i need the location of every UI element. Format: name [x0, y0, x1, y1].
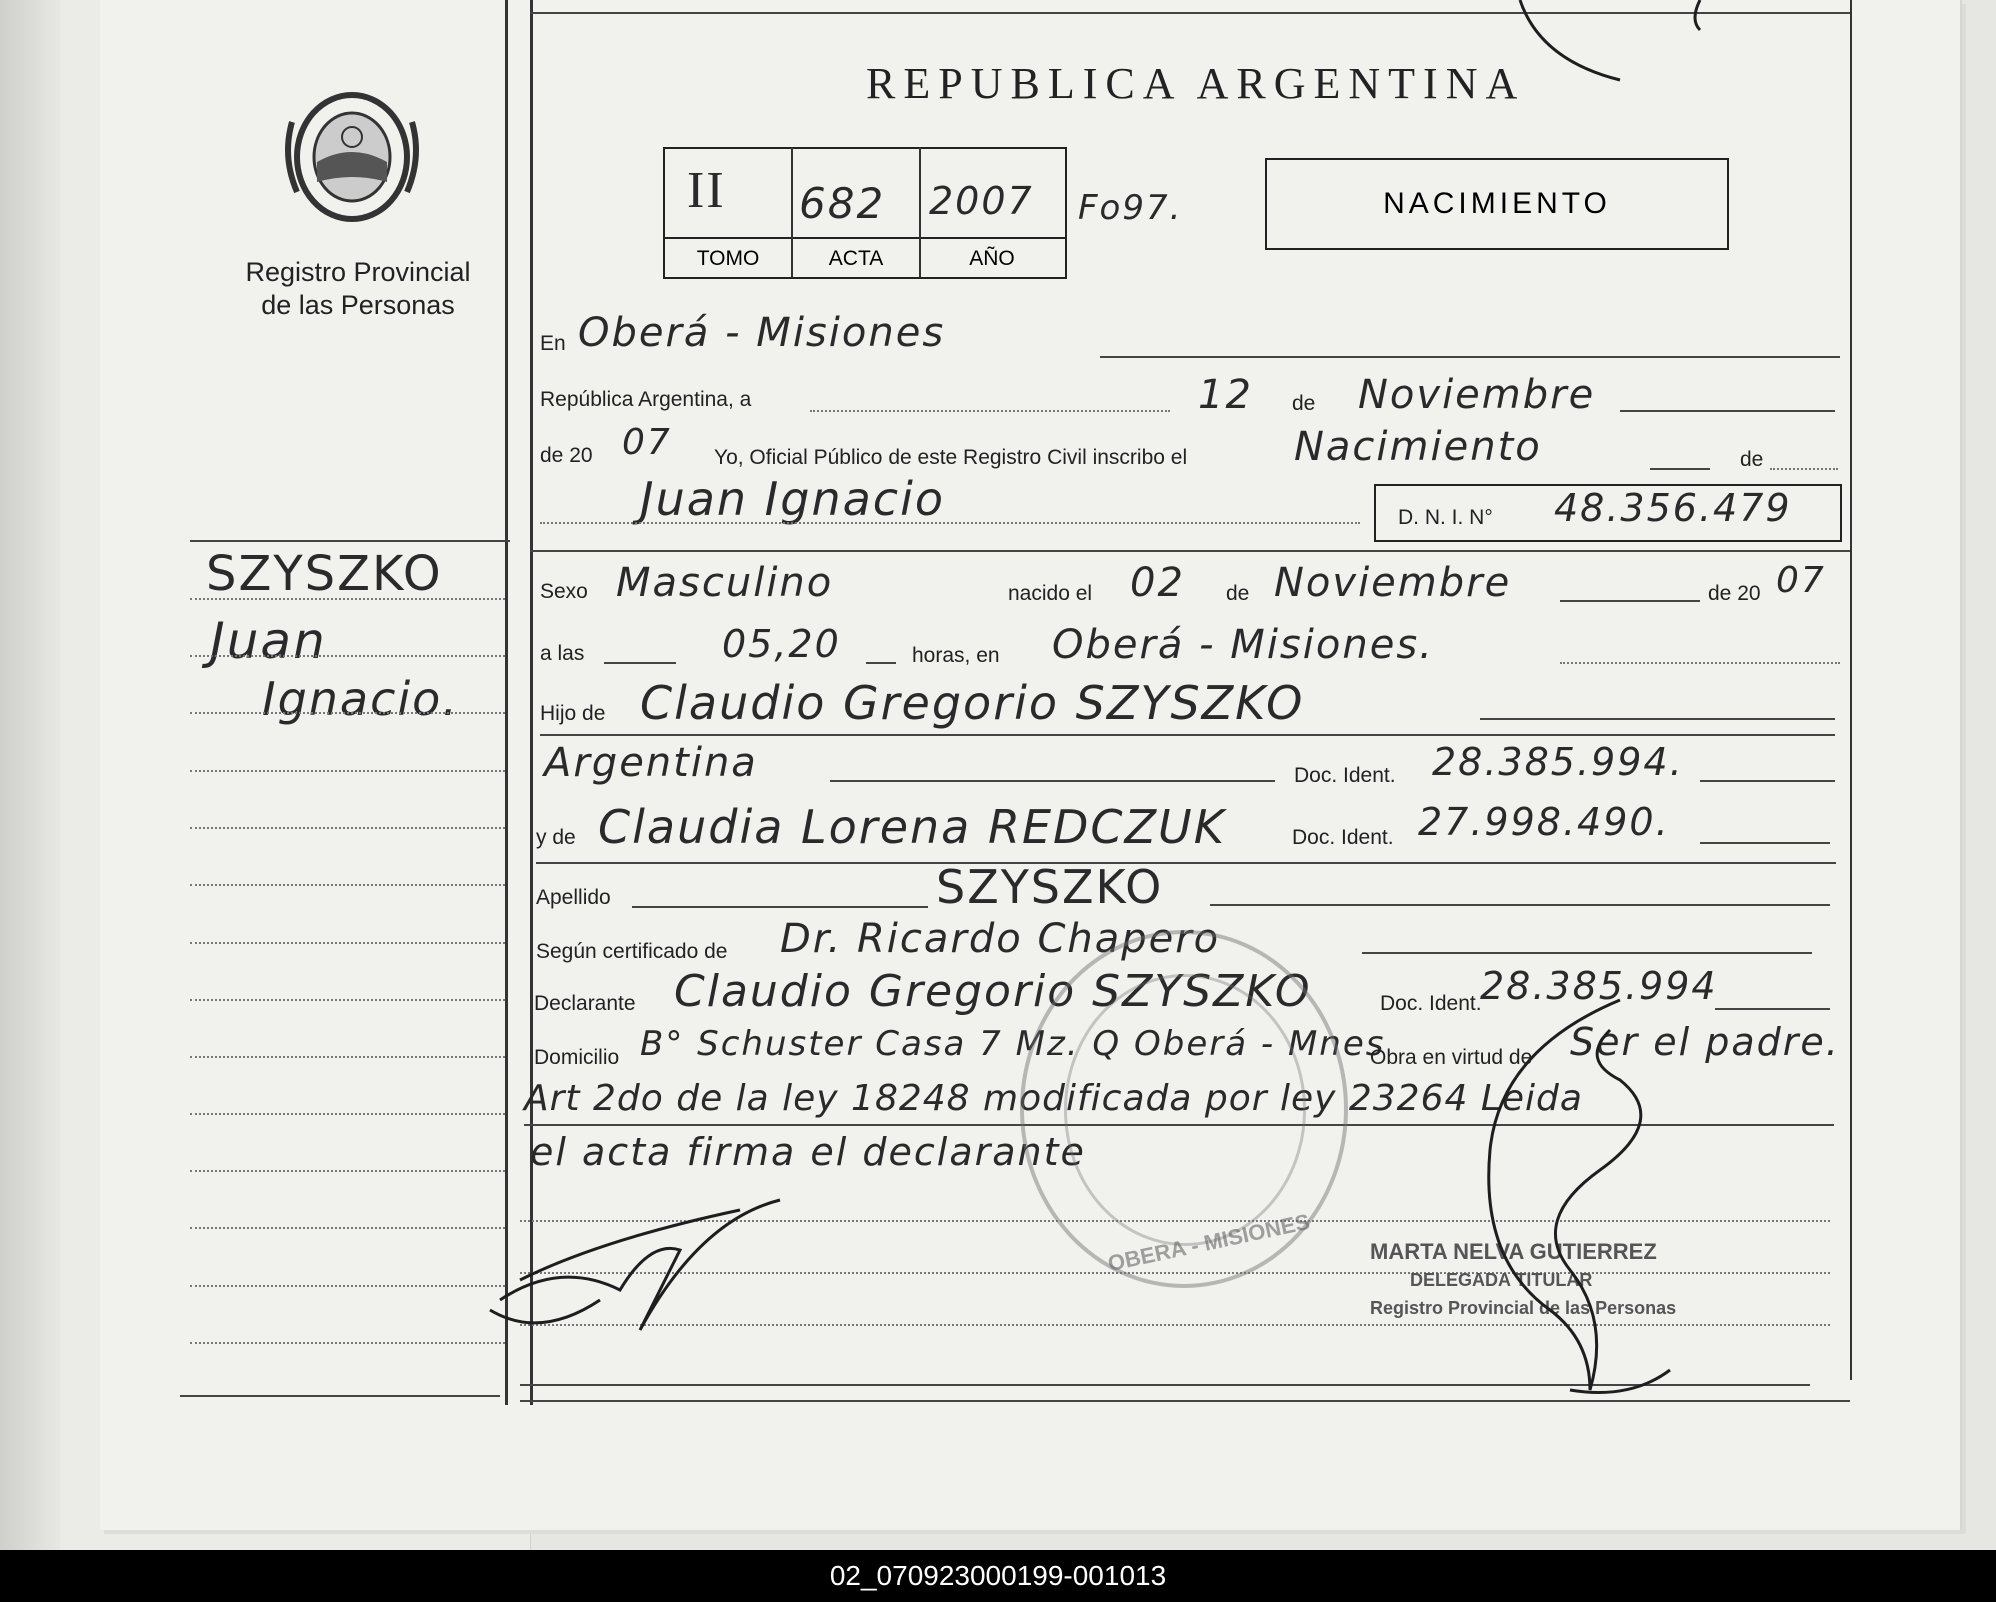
birth-place-value: Oberá - Misiones. [1052, 622, 1434, 668]
acta-box [663, 147, 1067, 279]
anio-label: AÑO [969, 247, 1015, 270]
horas-label: horas, en [912, 644, 1000, 667]
father-value: Claudio Gregorio SZYSZKO [640, 676, 1305, 730]
de20-label: de 20 [540, 444, 593, 467]
mother-doc-value: 27.998.490. [1418, 800, 1670, 844]
time-value: 05,20 [722, 622, 841, 666]
declarante-value: Claudio Gregorio SZYSZKO [674, 966, 1312, 1017]
en-label: En [540, 332, 566, 355]
registry-logo-icon [282, 82, 422, 232]
top-signature-fragment [1500, 0, 1760, 90]
birth-day-value: 02 [1130, 560, 1185, 606]
de-label: de [1292, 392, 1316, 415]
record-type-box: NACIMIENTO [1265, 158, 1729, 250]
doctor-value: Dr. Ricardo Chapero [780, 916, 1221, 962]
virtud-value: Ser el padre. [1570, 1020, 1840, 1064]
hijo-label: Hijo de [540, 702, 606, 725]
folio-value: Fo97. [1078, 188, 1183, 228]
republica-label: República Argentina, a [540, 388, 752, 411]
official-signature [1470, 990, 1700, 1420]
margin-given1: Juan [210, 612, 327, 670]
image-id-footer: 02_070923000199-001013 [0, 1550, 1996, 1602]
segun-label: Según certificado de [536, 940, 728, 963]
yo-label: Yo, Oficial Público de este Registro Civil inscribo el [714, 446, 1188, 469]
dni-box [1374, 484, 1842, 542]
sexo-value: Masculino [616, 560, 834, 606]
acta-value: 682 [799, 179, 886, 228]
nationality-value: Argentina [544, 740, 758, 786]
month-value: Noviembre [1358, 372, 1596, 418]
delegate-title: DELEGADA TITULAR [1410, 1270, 1593, 1290]
margin-surname: SZYSZKO [206, 546, 443, 602]
sexo-label: Sexo [540, 580, 588, 603]
yde-label: y de [536, 826, 576, 849]
extra-line-2: el acta firma el declarante [530, 1130, 1086, 1174]
apellido-label: Apellido [536, 886, 611, 909]
father-doc-value: 28.385.994. [1432, 740, 1684, 784]
de-label-3: de [1226, 582, 1250, 605]
apellido-value: SZYSZKO [936, 860, 1164, 914]
extra-line-1: Art 2do de la ley 18248 modificada por ley 23264 Leida [524, 1078, 1583, 1119]
margin-given2: Ignacio. [262, 672, 459, 726]
birth-month-value: Noviembre [1274, 560, 1512, 606]
declarante-label: Declarante [534, 992, 636, 1015]
official-seal [1020, 930, 1348, 1288]
nacido-label: nacido el [1008, 582, 1093, 605]
seal-text: OBERA - MISIONES [1105, 1208, 1313, 1277]
doc-label-2: Doc. Ident. [1292, 826, 1394, 849]
birth-year-value: 07 [1776, 560, 1826, 601]
country-title: REPUBLICA ARGENTINA [866, 59, 1526, 108]
anio-value: 2007 [929, 179, 1034, 223]
tomo-label: TOMO [696, 247, 760, 270]
registry-name: Registro Provincial de las Personas [245, 257, 471, 320]
declarante-doc-value: 28.385.994 [1480, 964, 1718, 1008]
place-value: Oberá - Misiones [578, 310, 946, 356]
day-value: 12 [1198, 372, 1253, 418]
domicilio-value: B° Schuster Casa 7 Mz. Q Oberá - Mnes [640, 1024, 1386, 1064]
delegate-registry: Registro Provincial de las Personas [1370, 1298, 1677, 1318]
de-label-2: de [1740, 448, 1764, 471]
acta-label: ACTA [828, 247, 884, 270]
doc-label: Doc. Ident. [1294, 764, 1396, 787]
declarant-signature [480, 1180, 820, 1350]
year-value: 07 [622, 422, 672, 463]
name-value: Juan Ignacio [640, 472, 946, 526]
domicilio-label: Domicilio [534, 1046, 620, 1069]
de20-label-2: de 20 [1708, 582, 1761, 605]
dni-label: D. N. I. N° [1398, 506, 1493, 529]
dni-value: 48.356.479 [1554, 486, 1792, 530]
tomo-value: II [687, 162, 726, 219]
doc-label-3: Doc. Ident. [1380, 992, 1482, 1015]
form-right-border [1850, 0, 1852, 1380]
delegate-name: MARTA NELVA GUTIERREZ [1370, 1239, 1657, 1264]
obra-label: Obra en virtud de [1370, 1046, 1533, 1069]
page-gutter [0, 0, 60, 1550]
event-value: Nacimiento [1294, 424, 1542, 470]
alas-label: a las [540, 642, 585, 665]
mother-value: Claudia Lorena REDCZUK [598, 800, 1226, 854]
